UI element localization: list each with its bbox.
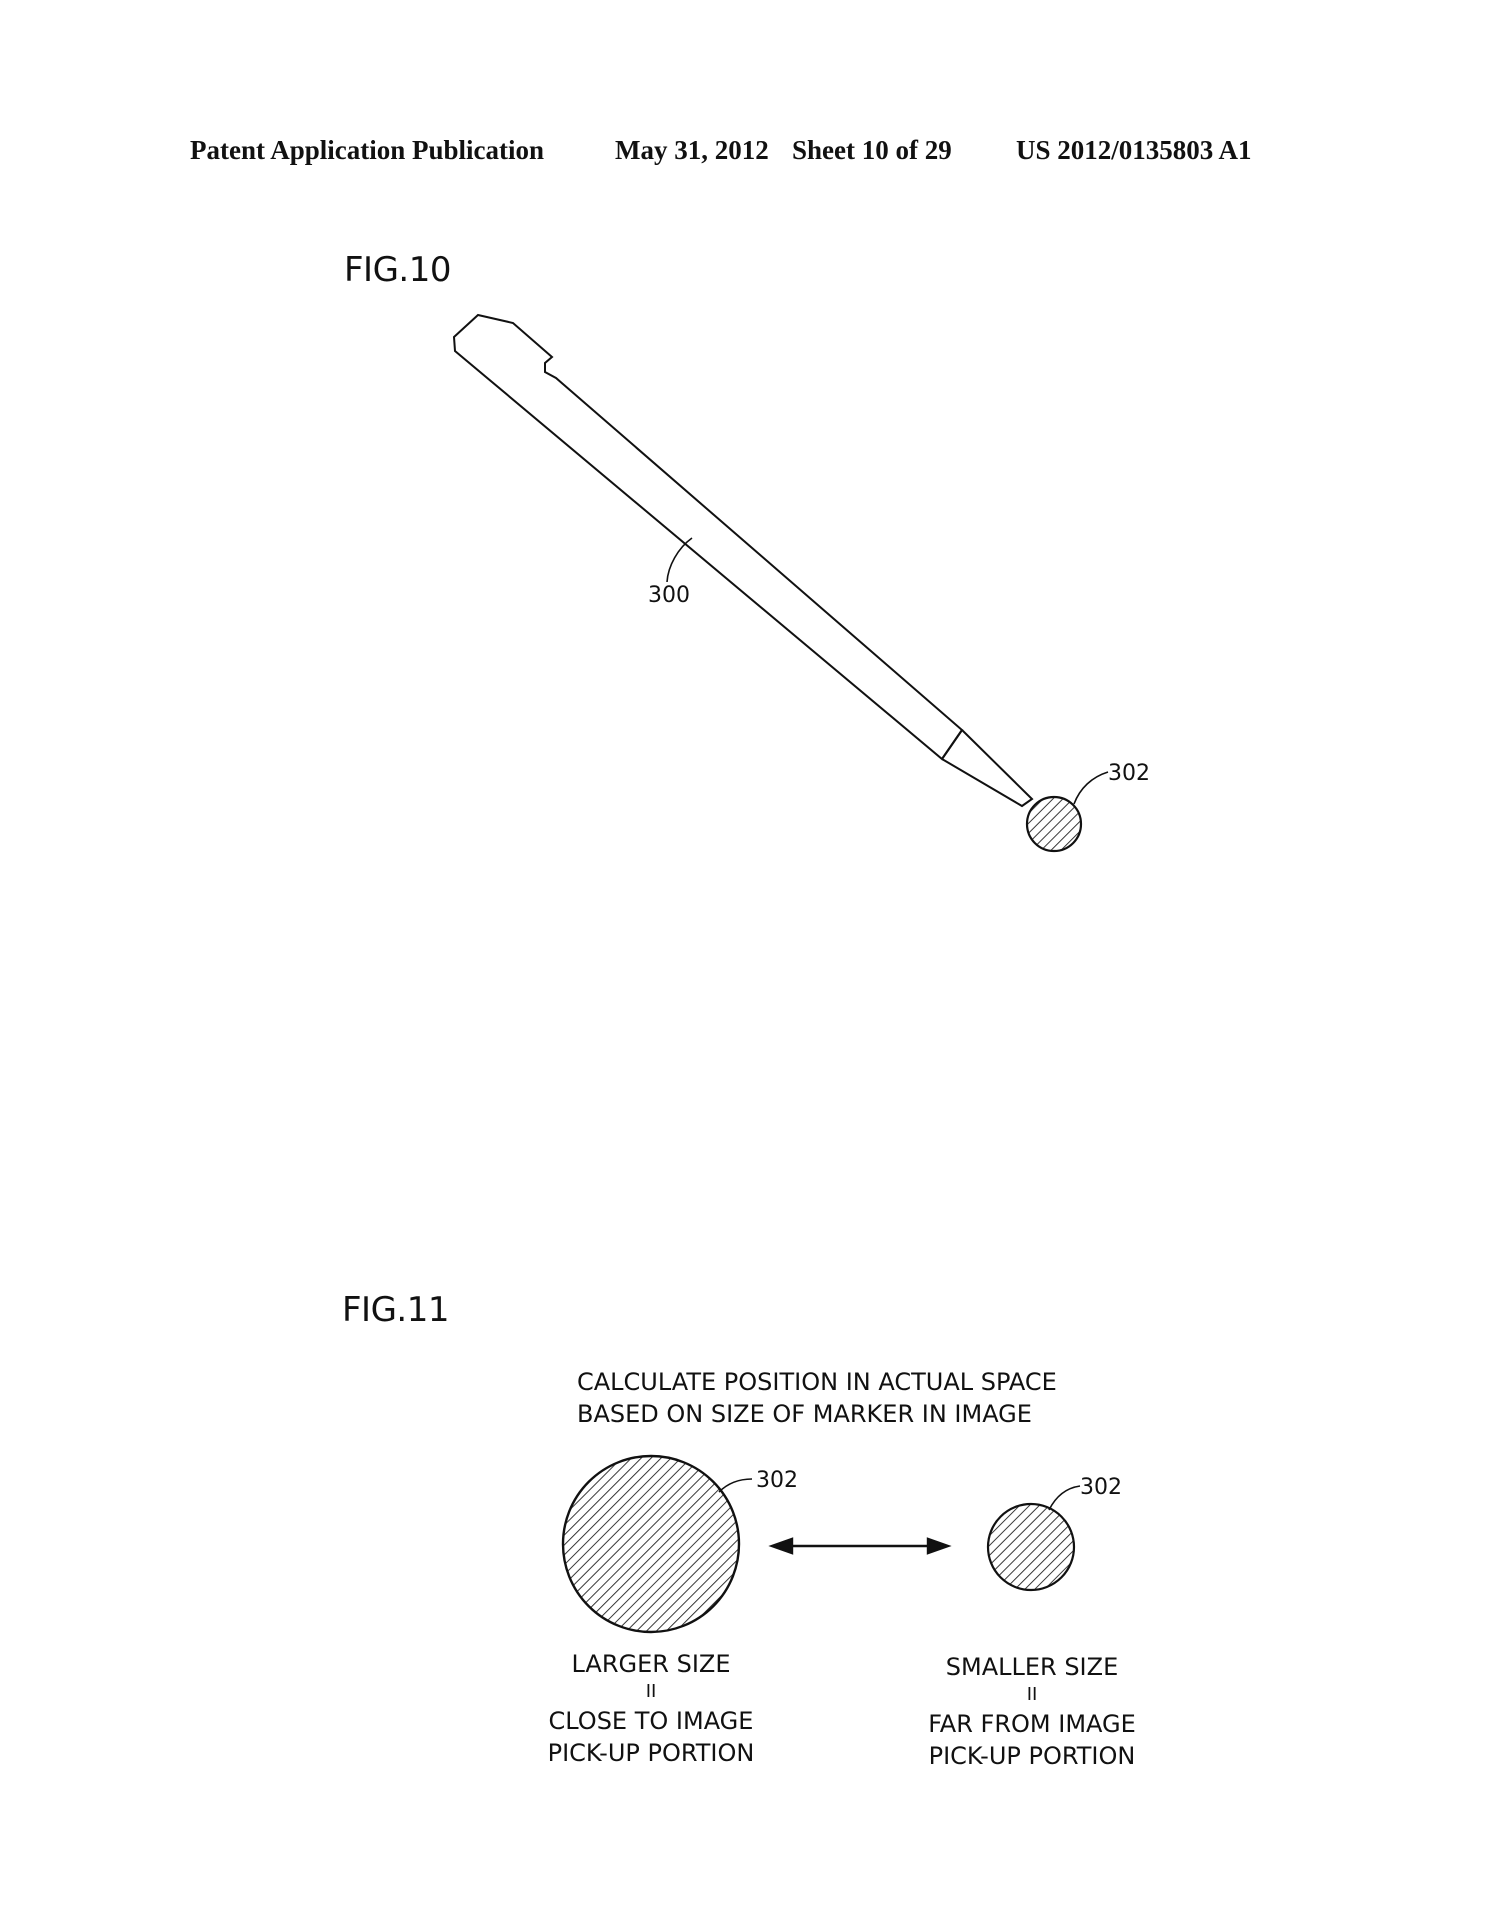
stylus-body bbox=[454, 315, 962, 759]
leader-line-302-small bbox=[1049, 1486, 1080, 1510]
left-label-equals: II bbox=[645, 1681, 657, 1702]
right-label-pickup: PICK-UP PORTION bbox=[928, 1742, 1136, 1770]
ref-302-large: 302 bbox=[756, 1468, 798, 1493]
left-label-close: CLOSE TO IMAGE bbox=[548, 1707, 754, 1735]
double-arrow bbox=[772, 1539, 948, 1553]
fig11-title: FIG.11 bbox=[342, 1290, 450, 1330]
right-label-far: FAR FROM IMAGE bbox=[928, 1710, 1136, 1738]
fig11-small-marker bbox=[988, 1504, 1074, 1590]
header-patent-number: US 2012/0135803 A1 bbox=[1016, 135, 1252, 165]
header-publication: Patent Application Publication bbox=[190, 135, 545, 165]
stylus-pen bbox=[454, 315, 1032, 806]
right-label-smaller-size: SMALLER SIZE bbox=[945, 1653, 1119, 1681]
fig11-caption-line1: CALCULATE POSITION IN ACTUAL SPACE bbox=[577, 1368, 1057, 1396]
fig11-caption-line2: BASED ON SIZE OF MARKER IN IMAGE bbox=[577, 1400, 1032, 1428]
ref-302-small: 302 bbox=[1080, 1475, 1122, 1500]
fig10-title: FIG.10 bbox=[344, 250, 452, 290]
fig10-marker bbox=[1027, 797, 1081, 851]
leader-line-302-fig10 bbox=[1074, 772, 1108, 804]
ref-302-fig10: 302 bbox=[1108, 761, 1150, 786]
left-label-pickup: PICK-UP PORTION bbox=[547, 1739, 755, 1767]
stylus-tip-cone bbox=[942, 730, 1032, 806]
left-label-larger-size: LARGER SIZE bbox=[571, 1650, 731, 1678]
stylus-tip-collar bbox=[942, 730, 962, 759]
leader-line-302-large bbox=[719, 1479, 752, 1492]
ref-300: 300 bbox=[648, 583, 690, 608]
header-sheet: Sheet 10 of 29 bbox=[792, 135, 952, 165]
fig11-large-marker bbox=[563, 1456, 739, 1632]
header-date: May 31, 2012 bbox=[615, 135, 769, 165]
leader-line-300 bbox=[667, 538, 692, 582]
right-label-equals: II bbox=[1026, 1684, 1038, 1705]
